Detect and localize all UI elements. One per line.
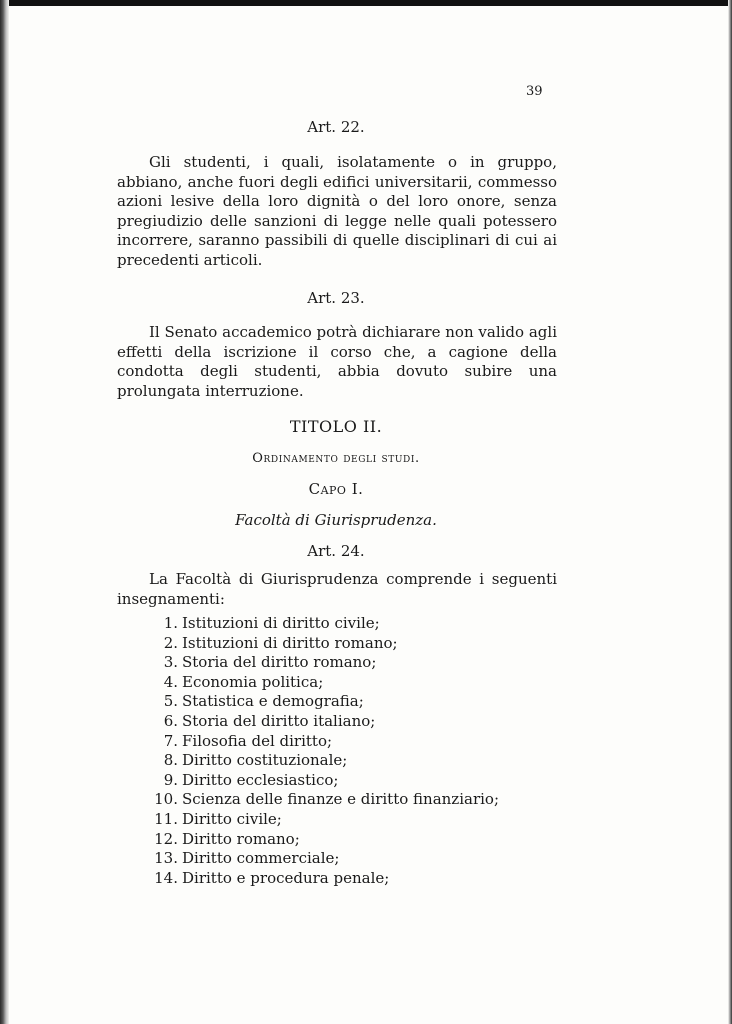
art-23-text: Il Senato accademico potrà dichiarare non valido agli effetti della iscrizione il corso che, a cagione della condotta degli studenti, abbia dovuto subire una prolungata interruzione. (117, 323, 557, 400)
list-item (140, 810, 499, 830)
top-scan-border (0, 0, 732, 6)
list-item-number: 5. (163, 692, 178, 711)
art-22-text: Gli studenti, i quali, isolatamente o in gruppo, abbiano, anche fuori degli edifici universitarii, commesso azioni lesive della loro dignità o del loro onore, senza pregiudizio delle sanzioni di legge nelle quali potessero incorrere, saranno passibili di quelle disciplinari di cui ai precedenti articoli. (117, 153, 557, 269)
art-24-intro-text: La Facoltà di Giurisprudenza comprende i seguenti insegnamenti: (117, 570, 557, 608)
list-item (140, 849, 499, 869)
art-24-intro (117, 570, 557, 609)
list-item-text: Scienza delle finanze e diritto finanziario; (182, 790, 499, 809)
list-item (140, 790, 499, 810)
list-item (140, 732, 499, 752)
right-scan-border (728, 0, 732, 1024)
list-item (140, 692, 499, 712)
list-item-number: 3. (163, 653, 178, 672)
list-item-number: 13. (154, 849, 178, 868)
list-item-text: Diritto ecclesiastico; (182, 770, 339, 789)
list-item-text: Istituzioni di diritto civile; (182, 614, 380, 632)
list-item-number: 9. (163, 770, 178, 789)
list-item (140, 614, 499, 634)
list-item (140, 869, 499, 889)
list-item-text: Storia del diritto romano; (182, 653, 377, 672)
list-item-text: Diritto costituzionale; (182, 751, 348, 770)
list-item (140, 751, 499, 771)
course-list (140, 614, 499, 888)
facolta-heading: Facoltà di Giurisprudenza. (235, 511, 437, 529)
list-item-text: Istituzioni di diritto romano; (182, 633, 398, 652)
list-item (140, 830, 499, 850)
list-item-number: 11. (154, 809, 178, 828)
list-item-number: 14. (154, 868, 178, 887)
list-item-text: Diritto romano; (182, 829, 300, 848)
list-item-text: Economia politica; (182, 672, 324, 691)
list-item-number: 8. (163, 751, 178, 770)
list-item-text: Storia del diritto italiano; (182, 711, 376, 730)
art-23-heading: Art. 23. (307, 289, 365, 307)
capo-heading: Capo I. (308, 480, 364, 498)
art-22-heading: Art. 22. (307, 118, 365, 136)
list-item-text: Diritto civile; (182, 809, 282, 828)
ordinamento-subheading: Ordinamento degli studi. (252, 451, 420, 466)
list-item-text: Filosofia del diritto; (182, 731, 333, 750)
list-item-number: 2. (163, 633, 178, 652)
list-item-text: Diritto e procedura penale; (182, 868, 390, 887)
list-item (140, 673, 499, 693)
art-24-heading: Art. 24. (307, 542, 365, 560)
list-item-number: 4. (163, 672, 178, 691)
art-23-paragraph (117, 323, 557, 401)
titolo-heading: TITOLO II. (289, 417, 383, 436)
art-22-paragraph (117, 153, 557, 271)
list-item (140, 771, 499, 791)
list-item (140, 712, 499, 732)
list-item-number: 7. (163, 731, 178, 750)
page-number: 39 (526, 84, 543, 99)
list-item (140, 653, 499, 673)
list-item-number: 1. (163, 614, 178, 632)
list-item-text: Statistica e demografia; (182, 692, 364, 711)
list-item-text: Diritto commerciale; (182, 849, 340, 868)
list-item-number: 6. (163, 711, 178, 730)
list-item (140, 634, 499, 654)
list-item-number: 12. (154, 829, 178, 848)
list-item-number: 10. (154, 790, 178, 809)
